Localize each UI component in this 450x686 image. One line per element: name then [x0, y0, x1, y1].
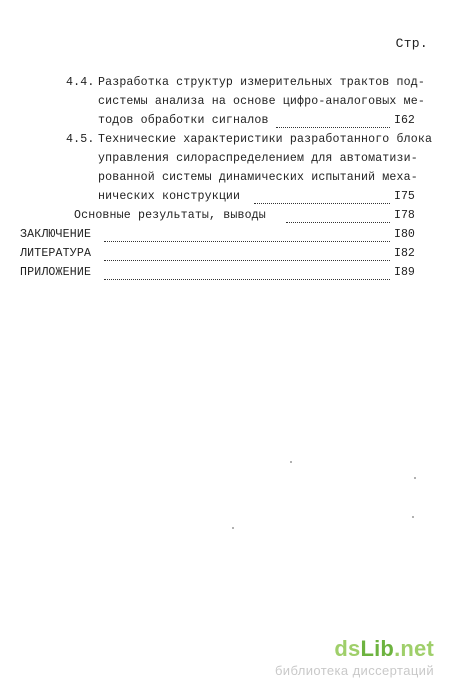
scan-speck	[412, 516, 414, 518]
page-column-label: Стр.	[395, 36, 428, 51]
toc-entry-text-line: Разработка структур измерительных трактов под-	[98, 76, 425, 89]
scan-speck	[414, 477, 416, 479]
toc-entry-text-line: управления силораспределением для автоматизи-	[98, 152, 418, 165]
scan-speck	[290, 461, 292, 463]
watermark	[275, 638, 434, 678]
toc-page-number: I75	[394, 190, 415, 203]
toc-dot-leader	[104, 250, 390, 261]
toc-entry-text-line: ЛИТЕРАТУРА	[20, 247, 92, 260]
toc-entry-text-line: тодов обработки сигналов	[98, 114, 269, 127]
watermark-logo: dsLib.net	[334, 636, 434, 661]
toc-entry-number: 4.5.	[66, 133, 95, 146]
toc-entry-text-line: Основные результаты, выводы	[74, 209, 266, 222]
toc-dot-leader	[276, 117, 390, 128]
toc-page-number: I89	[394, 266, 415, 279]
toc-entry-text-line: ЗАКЛЮЧЕНИЕ	[20, 228, 92, 241]
toc-page-number: I62	[394, 114, 415, 127]
toc-entry-number: 4.4.	[66, 76, 95, 89]
toc-dot-leader	[254, 193, 390, 204]
toc-page-number: I78	[394, 209, 415, 222]
scan-speck	[232, 527, 234, 529]
toc-page-number: I82	[394, 247, 415, 260]
toc-dot-leader	[104, 231, 390, 242]
toc-entry-text-line: ПРИЛОЖЕНИЕ	[20, 266, 92, 279]
toc-entry-text-line: нических конструкции	[98, 190, 241, 203]
toc-entry-text-line: рованной системы динамических испытаний меха-	[98, 171, 418, 184]
toc-dot-leader	[104, 269, 390, 280]
toc-entry-text-line: системы анализа на основе цифро-аналоговых ме-	[98, 95, 425, 108]
toc-entry-text-line: Технические характеристики разработанного блока	[98, 133, 433, 146]
toc-page-number: I80	[394, 228, 415, 241]
toc-dot-leader	[286, 212, 390, 223]
watermark-subtitle: библиотека диссертаций	[274, 663, 434, 678]
